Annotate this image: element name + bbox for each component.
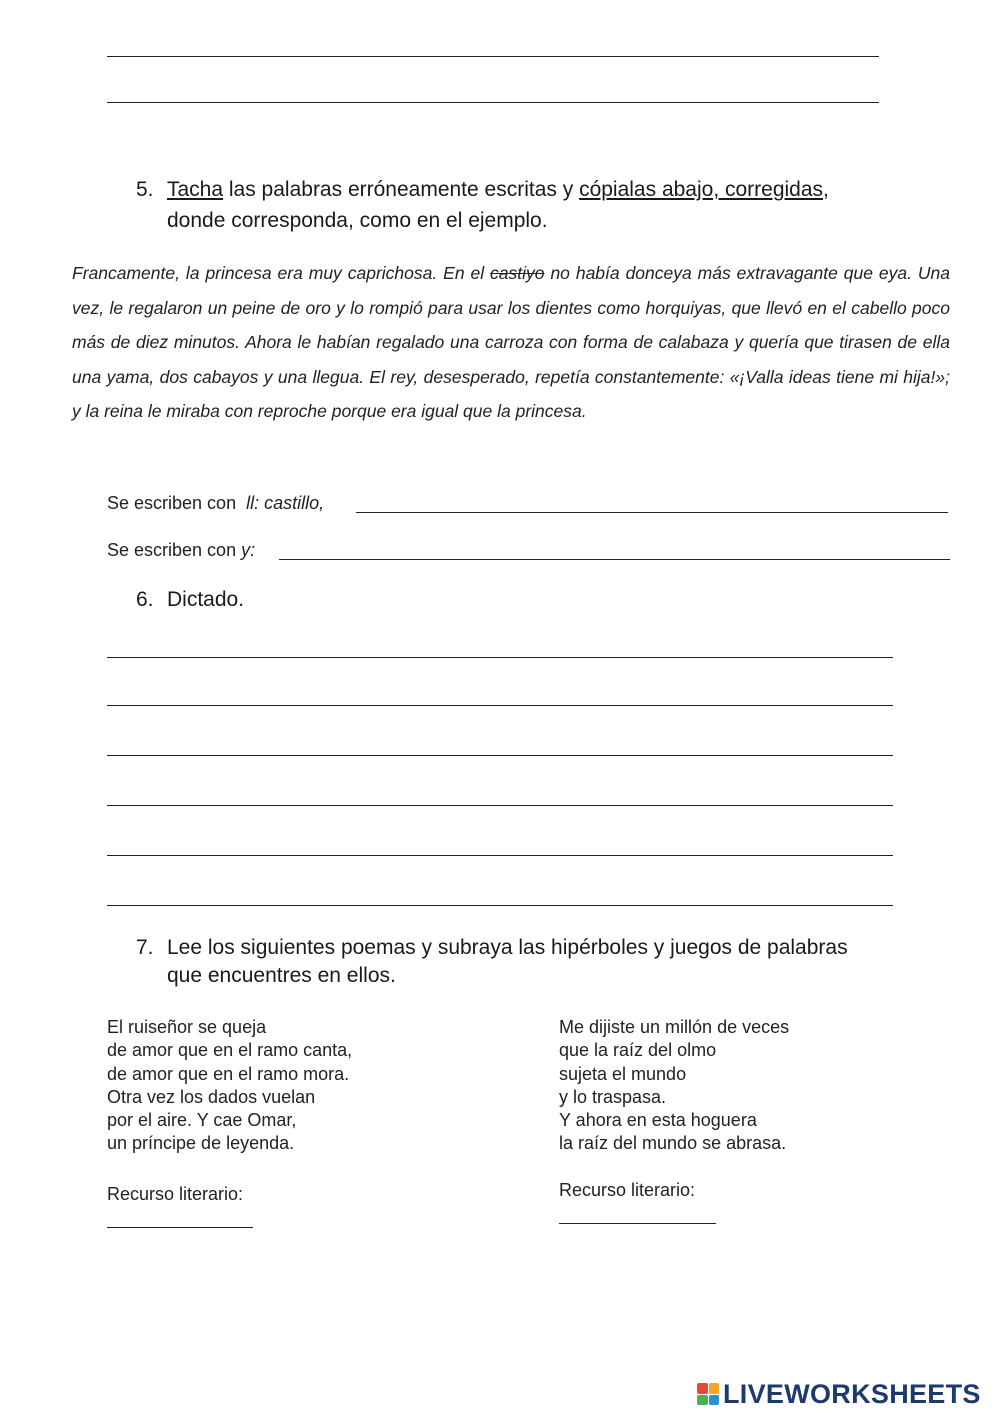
poem-line: Me dijiste un millón de veces — [559, 1017, 790, 1037]
poem-line: Otra vez los dados vuelan — [107, 1086, 316, 1107]
resource-answer-line-1[interactable] — [107, 1227, 253, 1228]
dictation-line[interactable] — [107, 905, 893, 906]
poem-line: El ruiseñor se queja — [107, 1017, 267, 1037]
dictation-line[interactable] — [107, 705, 893, 706]
poem-line: sujeta el mundo — [559, 1063, 687, 1084]
dictation-line[interactable] — [107, 805, 893, 806]
question-6-title: Dictado. — [167, 588, 245, 611]
question-5-instruction: Tacha las palabras erróneamente escritas y cópialas abajo, corregidas, donde corresponda, como en el ejemplo. — [167, 178, 829, 232]
poem-line: Y ahora en esta hoguera — [559, 1110, 757, 1131]
poem-1 — [107, 1016, 352, 1156]
answer-line-ll[interactable] — [356, 512, 948, 513]
question-number: 5. — [136, 178, 154, 201]
struck-word: castiyo — [490, 263, 545, 283]
letter-label: ll: castillo, — [246, 493, 325, 513]
question-7-instruction: Lee los siguientes poemas y subraya las hipérboles y juegos de palabras que encuentres en ellos. — [167, 936, 848, 987]
resource-answer-line-2[interactable] — [559, 1223, 716, 1224]
poem-line: por el aire. Y cae Omar, — [107, 1110, 297, 1131]
poem-line: que la raíz del olmo — [559, 1040, 717, 1061]
dictation-line[interactable] — [107, 855, 893, 856]
answer-line[interactable] — [107, 56, 879, 57]
liveworksheets-logo — [697, 1378, 981, 1410]
resource-label-2: Recurso literario: — [559, 1180, 696, 1200]
poem-line: de amor que en el ramo canta, — [107, 1040, 353, 1061]
question-5 — [136, 174, 936, 238]
question-7 — [136, 934, 966, 998]
letter-label: y: — [241, 540, 256, 560]
poem-2 — [559, 1016, 789, 1156]
answer-row-y: Se escriben con y: — [107, 540, 256, 560]
answer-row-ll: Se escriben con ll: castillo, — [107, 493, 325, 513]
resource-label-1: Recurso literario: — [107, 1184, 244, 1204]
question-number: 7. — [136, 936, 154, 959]
instruction-keyword: cópialas abajo, corregidas — [579, 178, 824, 201]
answer-line-y[interactable] — [279, 559, 950, 560]
brand-name: LIVEWORKSHEETS — [723, 1378, 981, 1409]
poem-line: y lo traspasa. — [559, 1086, 667, 1107]
poem-line: un príncipe de leyenda. — [107, 1133, 295, 1154]
answer-line[interactable] — [107, 102, 879, 103]
poem-line: la raíz del mundo se abrasa. — [559, 1133, 787, 1154]
logo-mark-icon — [697, 1383, 719, 1405]
dictation-line[interactable] — [107, 657, 893, 658]
question-6 — [136, 584, 436, 616]
instruction-keyword: Tacha — [167, 178, 224, 201]
poem-line: de amor que en el ramo mora. — [107, 1063, 350, 1084]
dictation-line[interactable] — [107, 755, 893, 756]
exercise-paragraph: Francamente, la princesa era muy caprichosa. En el castiyo no había donceya más extravagante que eya. Una vez, le regalaron un peine de oro y lo rompió para usar los dientes como horquiyas, que llevó en el cabello poco más de diez minutos. Ahora le habían regalado una carroza con forma de calabaza y quería que tirasen de ella una yama, dos cabayos y una llegua. El rey, desesperado, repetía constantemente: «¡Valla ideas tiene mi hija!»; y la reina le miraba con reproche porque era igual que la princesa. — [72, 263, 950, 421]
question-number: 6. — [136, 588, 154, 611]
